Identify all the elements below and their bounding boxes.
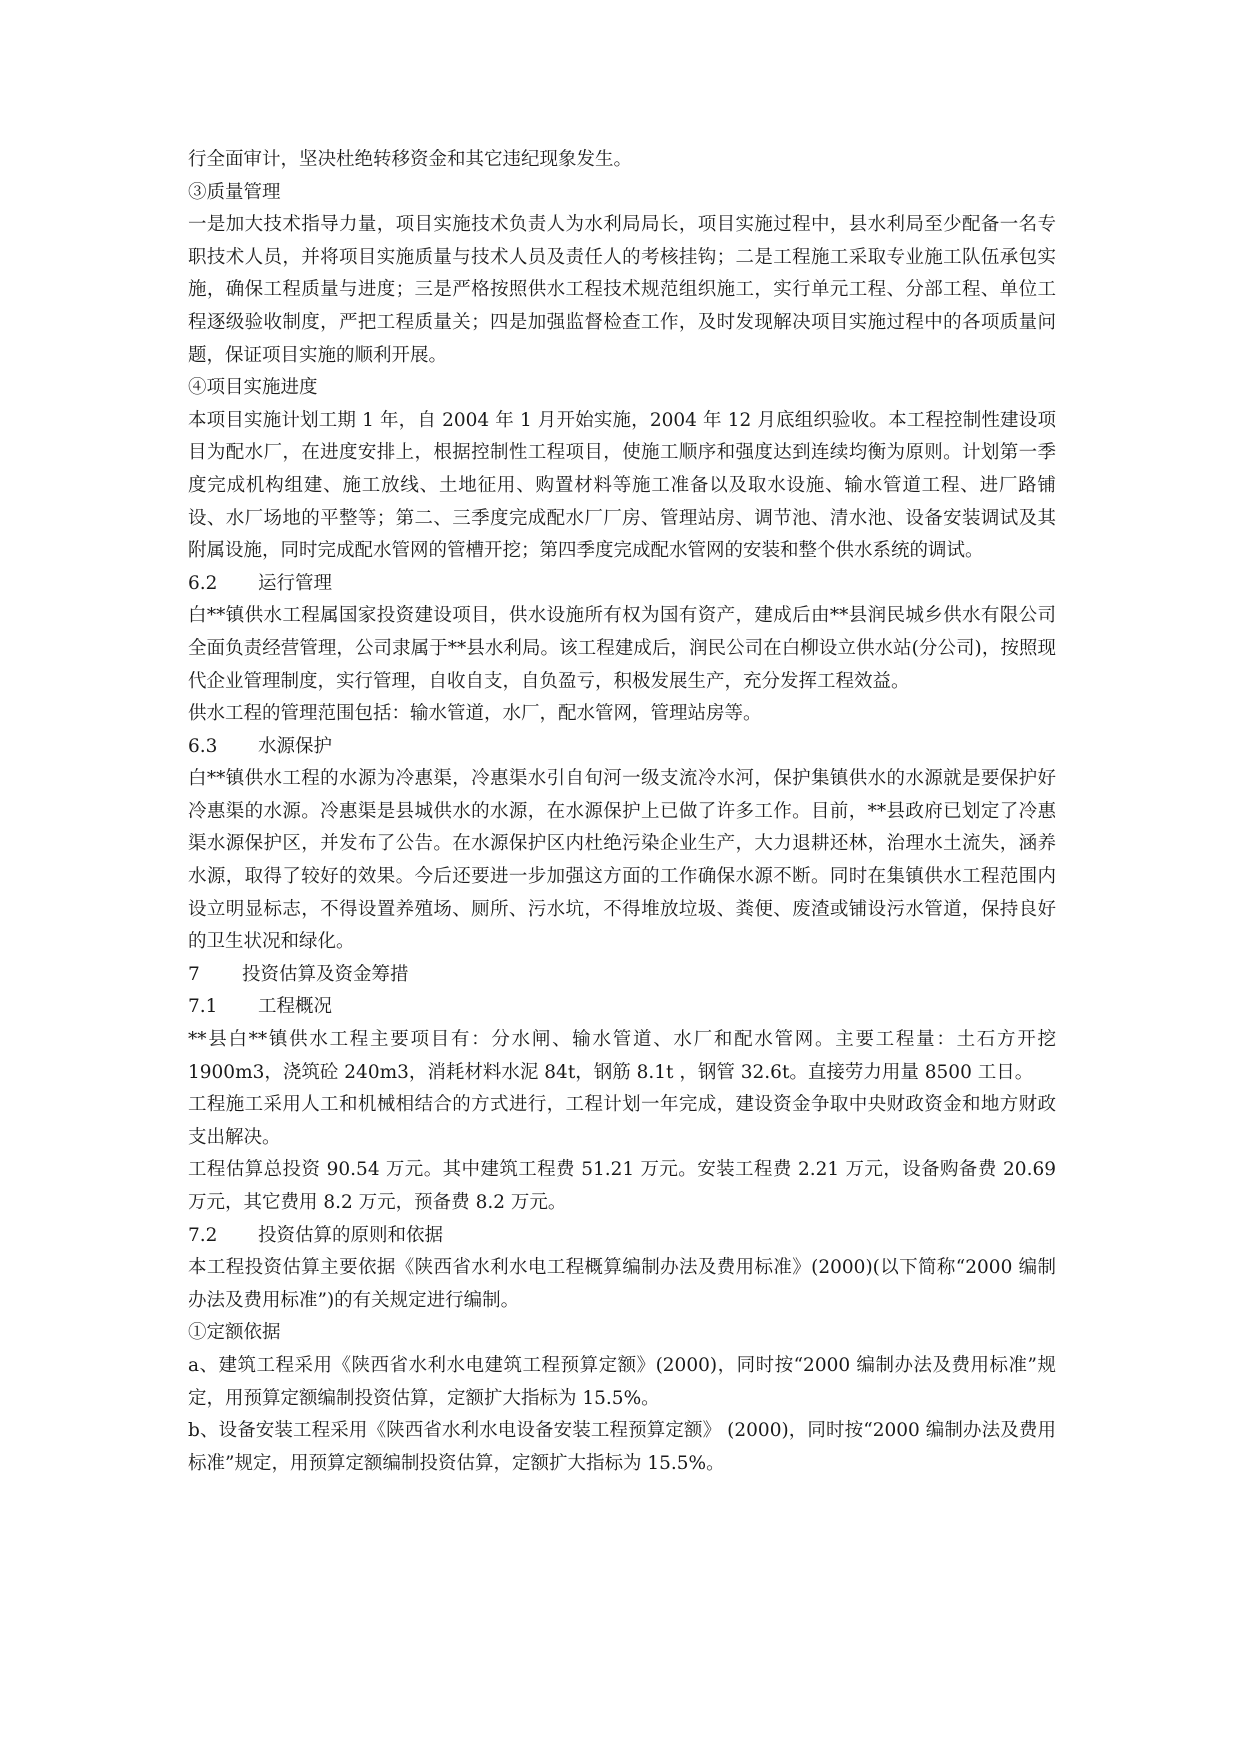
- section-title: 运行管理: [258, 572, 333, 594]
- section-number: 7.1: [188, 996, 218, 1018]
- section-number: 6.3: [188, 735, 218, 757]
- chapter-heading-7: [188, 959, 1056, 992]
- subheading-implementation-progress: ④项目实施进度: [188, 377, 318, 399]
- section-heading-7-2: [188, 1220, 1056, 1253]
- paragraph: 行全面审计，坚决杜绝转移资金和其它违纪现象发生。: [188, 149, 633, 170]
- paragraph: 供水工程的管理范围包括：输水管道，水厂，配水管网，管理站房等。: [188, 703, 762, 725]
- paragraph: 工程估算总投资 90.54 万元。其中建筑工程费 51.21 万元。安装工程费 2.21 万元，设备购备费 20.69 万元，其它费用 8.2 万元，预备费 8.2 万元。: [188, 1159, 1056, 1213]
- section-title: 投资估算的原则和依据: [258, 1224, 444, 1246]
- chapter-title: 投资估算及资金筹措: [242, 963, 409, 985]
- section-title: 水源保护: [258, 735, 333, 757]
- paragraph: 本工程投资估算主要依据《陕西省水利水电工程概算编制办法及费用标准》(2000)(以下简称“2000 编制办法及费用标准”)的有关规定进行编制。: [188, 1257, 1056, 1311]
- document-page: [188, 144, 1056, 1480]
- section-title: 工程概况: [258, 996, 333, 1018]
- paragraph: 本项目实施计划工期 1 年，自 2004 年 1 月开始实施，2004 年 12 月底组织验收。本工程控制性建设项目为配水厂，在进度安排上，根据控制性工程项目，使施工顺序和强度达到连续均衡为原则。计划第一季度完成机构组建、施工放线、土地征用、购置材料等施工准备以及取水设施、输水管道工程、进厂路铺设、水厂场地的平整等；第二、三季度完成配水厂厂房、管理站房、调节池、清水池、设备安装调试及其附属设施，同时完成配水管网的管槽开挖；第四季度完成配水管网的安装和整个供水系统的调试。: [188, 409, 1056, 562]
- section-heading-7-1: [188, 991, 1056, 1024]
- section-number: 7.2: [188, 1224, 218, 1246]
- list-item: b、设备安装工程采用《陕西省水利水电设备安装工程预算定额》 (2000)，同时按“2000 编制办法及费用标准”规定，用预算定额编制投资估算，定额扩大指标为 15.5%。: [188, 1420, 1056, 1474]
- section-heading-6-2: [188, 568, 1056, 601]
- list-item: a、建筑工程采用《陕西省水利水电建筑工程预算定额》(2000)，同时按“2000 编制办法及费用标准”规定，用预算定额编制投资估算，定额扩大指标为 15.5%。: [188, 1354, 1056, 1409]
- paragraph: 工程施工采用人工和机械相结合的方式进行，工程计划一年完成，建设资金争取中央财政资金和地方财政支出解决。: [188, 1094, 1056, 1148]
- chapter-number: 7: [188, 963, 200, 985]
- paragraph: 白**镇供水工程属国家投资建设项目，供水设施所有权为国有资产，建成后由**县润民城乡供水有限公司全面负责经营管理，公司隶属于**县水利局。该工程建成后，润民公司在白柳设立供水站(分公司)，按照现代企业管理制度，实行管理，自收自支，自负盈亏，积极发展生产，充分发挥工程效益。: [188, 605, 1056, 692]
- section-heading-6-3: [188, 731, 1056, 764]
- paragraph: 白**镇供水工程的水源为冷惠渠，冷惠渠水引自旬河一级支流冷水河，保护集镇供水的水源就是要保护好冷惠渠的水源。冷惠渠是县城供水的水源，在水源保护上已做了许多工作。目前，**县政府已划定了冷惠渠水源保护区，并发布了公告。在水源保护区内杜绝污染企业生产，大力退耕还林，治理水土流失，涵养水源，取得了较好的效果。今后还要进一步加强这方面的工作确保水源不断。同时在集镇供水工程范围内设立明显标志，不得设置养殖场、厕所、污水坑，不得堆放垃圾、粪便、废渣或铺设污水管道，保持良好的卫生状况和绿化。: [188, 768, 1056, 953]
- subheading-quota-basis: ①定额依据: [188, 1322, 281, 1344]
- paragraph: 一是加大技术指导力量，项目实施技术负责人为水利局局长，项目实施过程中，县水利局至少配备一名专职技术人员，并将项目实施质量与技术人员及责任人的考核挂钩；二是工程施工采取专业施工队伍承包实施，确保工程质量与进度；三是严格按照供水工程技术规范组织施工，实行单元工程、分部工程、单位工程逐级验收制度，严把工程质量关；四是加强监督检查工作，及时发现解决项目实施过程中的各项质量问题，保证项目实施的顺利开展。: [188, 214, 1056, 366]
- section-number: 6.2: [188, 572, 218, 594]
- paragraph: **县白**镇供水工程主要项目有：分水闸、输水管道、水厂和配水管网。主要工程量：土石方开挖 1900m3，浇筑砼 240m3，消耗材料水泥 84t，钢筋 8.1t ，钢管 32.6t。直接劳力用量 8500 工日。: [188, 1029, 1056, 1083]
- subheading-quality-management: ③质量管理: [188, 181, 281, 203]
